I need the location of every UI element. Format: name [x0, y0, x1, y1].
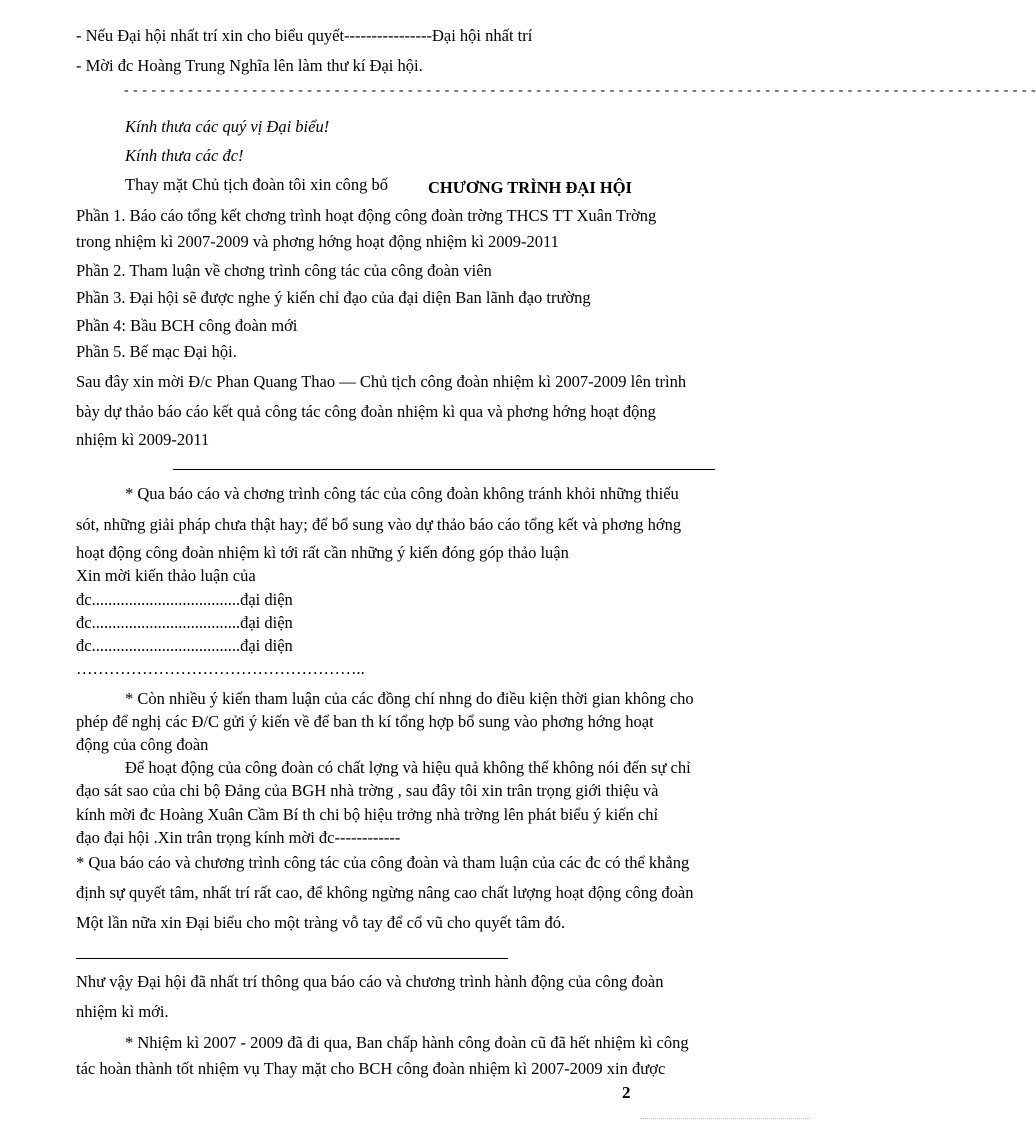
text-line-l23: * Còn nhiều ý kiến tham luận của các đồng chí nhng do điều kiện thời gian không cho [125, 689, 694, 708]
text-line-l25: động của công đoàn [76, 735, 209, 754]
dashed-separator: - - - - - - - - - - - - - - - - - - - - - - - - - - - - - - - - - - - - - - - - - - - - - - - - - - - - - - - - - - - - - - - - - - - - - - - - - - - - - - - - - - - - - - - - - - - - - - - - - - - - [124, 83, 1036, 98]
text-line-l19: đc....................................đại diện [76, 590, 293, 609]
text-line-l15: * Qua báo cáo và chơng trình công tác của công đoàn không tránh khỏi những thiếu [125, 484, 679, 503]
text-line-l10: Phần 4: Bầu BCH công đoàn mới [76, 316, 298, 335]
separator-line-2 [76, 958, 508, 959]
text-line-l21: đc....................................đại diện [76, 636, 293, 655]
text-line-l2: - Mời đc Hoàng Trung Nghĩa lên làm thư kí Đại hội. [76, 56, 423, 75]
text-line-l24: phép để nghị các Đ/C gửi ý kiến về để ban th kí tổng hợp bổ sung vào phơng hớng hoạt [76, 712, 654, 731]
text-line-l7: trong nhiệm kì 2007-2009 và phơng hớng hoạt động nhiệm kì 2009-2011 [76, 232, 559, 251]
text-line-l34: nhiệm kì mới. [76, 1002, 169, 1021]
text-line-l26: Để hoạt động của công đoàn có chất lợng và hiệu quả không thể không nói đến sự chỉ [125, 758, 691, 777]
text-line-l5b: CHƯƠNG TRÌNH ĐẠI HỘI [428, 178, 632, 197]
text-line-l29: đạo đại hội .Xin trân trọng kính mời đc------------ [76, 828, 401, 847]
text-line-l11: Phần 5. Bế mạc Đại hội. [76, 342, 237, 361]
text-line-l33: Như vậy Đại hội đã nhất trí thông qua báo cáo và chương trình hành động của công đoàn [76, 972, 664, 991]
page-number: 2 [622, 1083, 631, 1102]
text-line-l14: nhiệm kì 2009-2011 [76, 430, 210, 449]
text-line-l13: bày dự thảo báo cáo kết quả công tác công đoàn nhiệm kì qua và phơng hớng hoạt động [76, 402, 656, 421]
text-line-l4: Kính thưa các đc! [125, 146, 244, 165]
text-line-l22: …………………………………………….. [76, 659, 365, 678]
text-line-l3: Kính thưa các quý vị Đại biểu! [125, 117, 330, 136]
text-line-l30: * Qua báo cáo và chương trình công tác của công đoàn và tham luận của các đc có thể khẳng [76, 853, 690, 872]
text-line-l28: kính mời đc Hoàng Xuân Cầm Bí th chi bộ hiệu trởng nhà trờng lên phát biểu ý kiến chỉ [76, 805, 659, 824]
text-line-l12: Sau đây xin mời Đ/c Phan Quang Thao — Chủ tịch công đoàn nhiệm kì 2007-2009 lên trình [76, 372, 687, 391]
text-line-l27: đạo sát sao của chi bộ Đảng của BGH nhà trờng , sau đây tôi xin trân trọng giới thiệu và [76, 781, 659, 800]
separator-line-1 [173, 469, 715, 470]
text-line-l1: - Nếu Đại hội nhất trí xin cho biểu quyết----------------Đại hội nhất trí [76, 26, 533, 45]
text-line-l20: đc....................................đại diện [76, 613, 293, 632]
text-line-l6: Phần 1. Báo cáo tổng kết chơng trình hoạt động công đoàn trờng THCS TT Xuân Trờng [76, 206, 657, 225]
text-line-l8: Phần 2. Tham luận về chơng trình công tác của công đoàn viên [76, 261, 492, 280]
text-line-l31: định sự quyết tâm, nhất trí rất cao, để không ngừng nâng cao chất lượng hoạt động công đoàn [76, 883, 694, 902]
text-line-l35: * Nhiệm kì 2007 - 2009 đã đi qua, Ban chấp hành công đoàn cũ đã hết nhiệm kì công [125, 1033, 689, 1052]
text-line-l18: Xin mời kiến thảo luận của [76, 566, 256, 585]
text-line-l36: tác hoàn thành tốt nhiệm vụ Thay mặt cho BCH công đoàn nhiệm kì 2007-2009 xin được [76, 1059, 666, 1078]
text-line-l32: Một lần nữa xin Đại biểu cho một tràng vỗ tay để cổ vũ cho quyết tâm đó. [76, 913, 566, 932]
text-line-l16: sót, những giải pháp chưa thật hay; để bổ sung vào dự thảo báo cáo tổng kết và phơng hớng [76, 515, 682, 534]
text-line-l9: Phần 3. Đại hội sẽ được nghe ý kiến chỉ đạo của đại diện Ban lãnh đạo trường [76, 288, 591, 307]
text-line-l5a: Thay mặt Chủ tịch đoàn tôi xin công bố [125, 175, 389, 194]
text-line-l17: hoạt động công đoàn nhiệm kì tới rất cần những ý kiến đóng góp thảo luận [76, 543, 569, 562]
page-bottom-edge [640, 1118, 810, 1119]
